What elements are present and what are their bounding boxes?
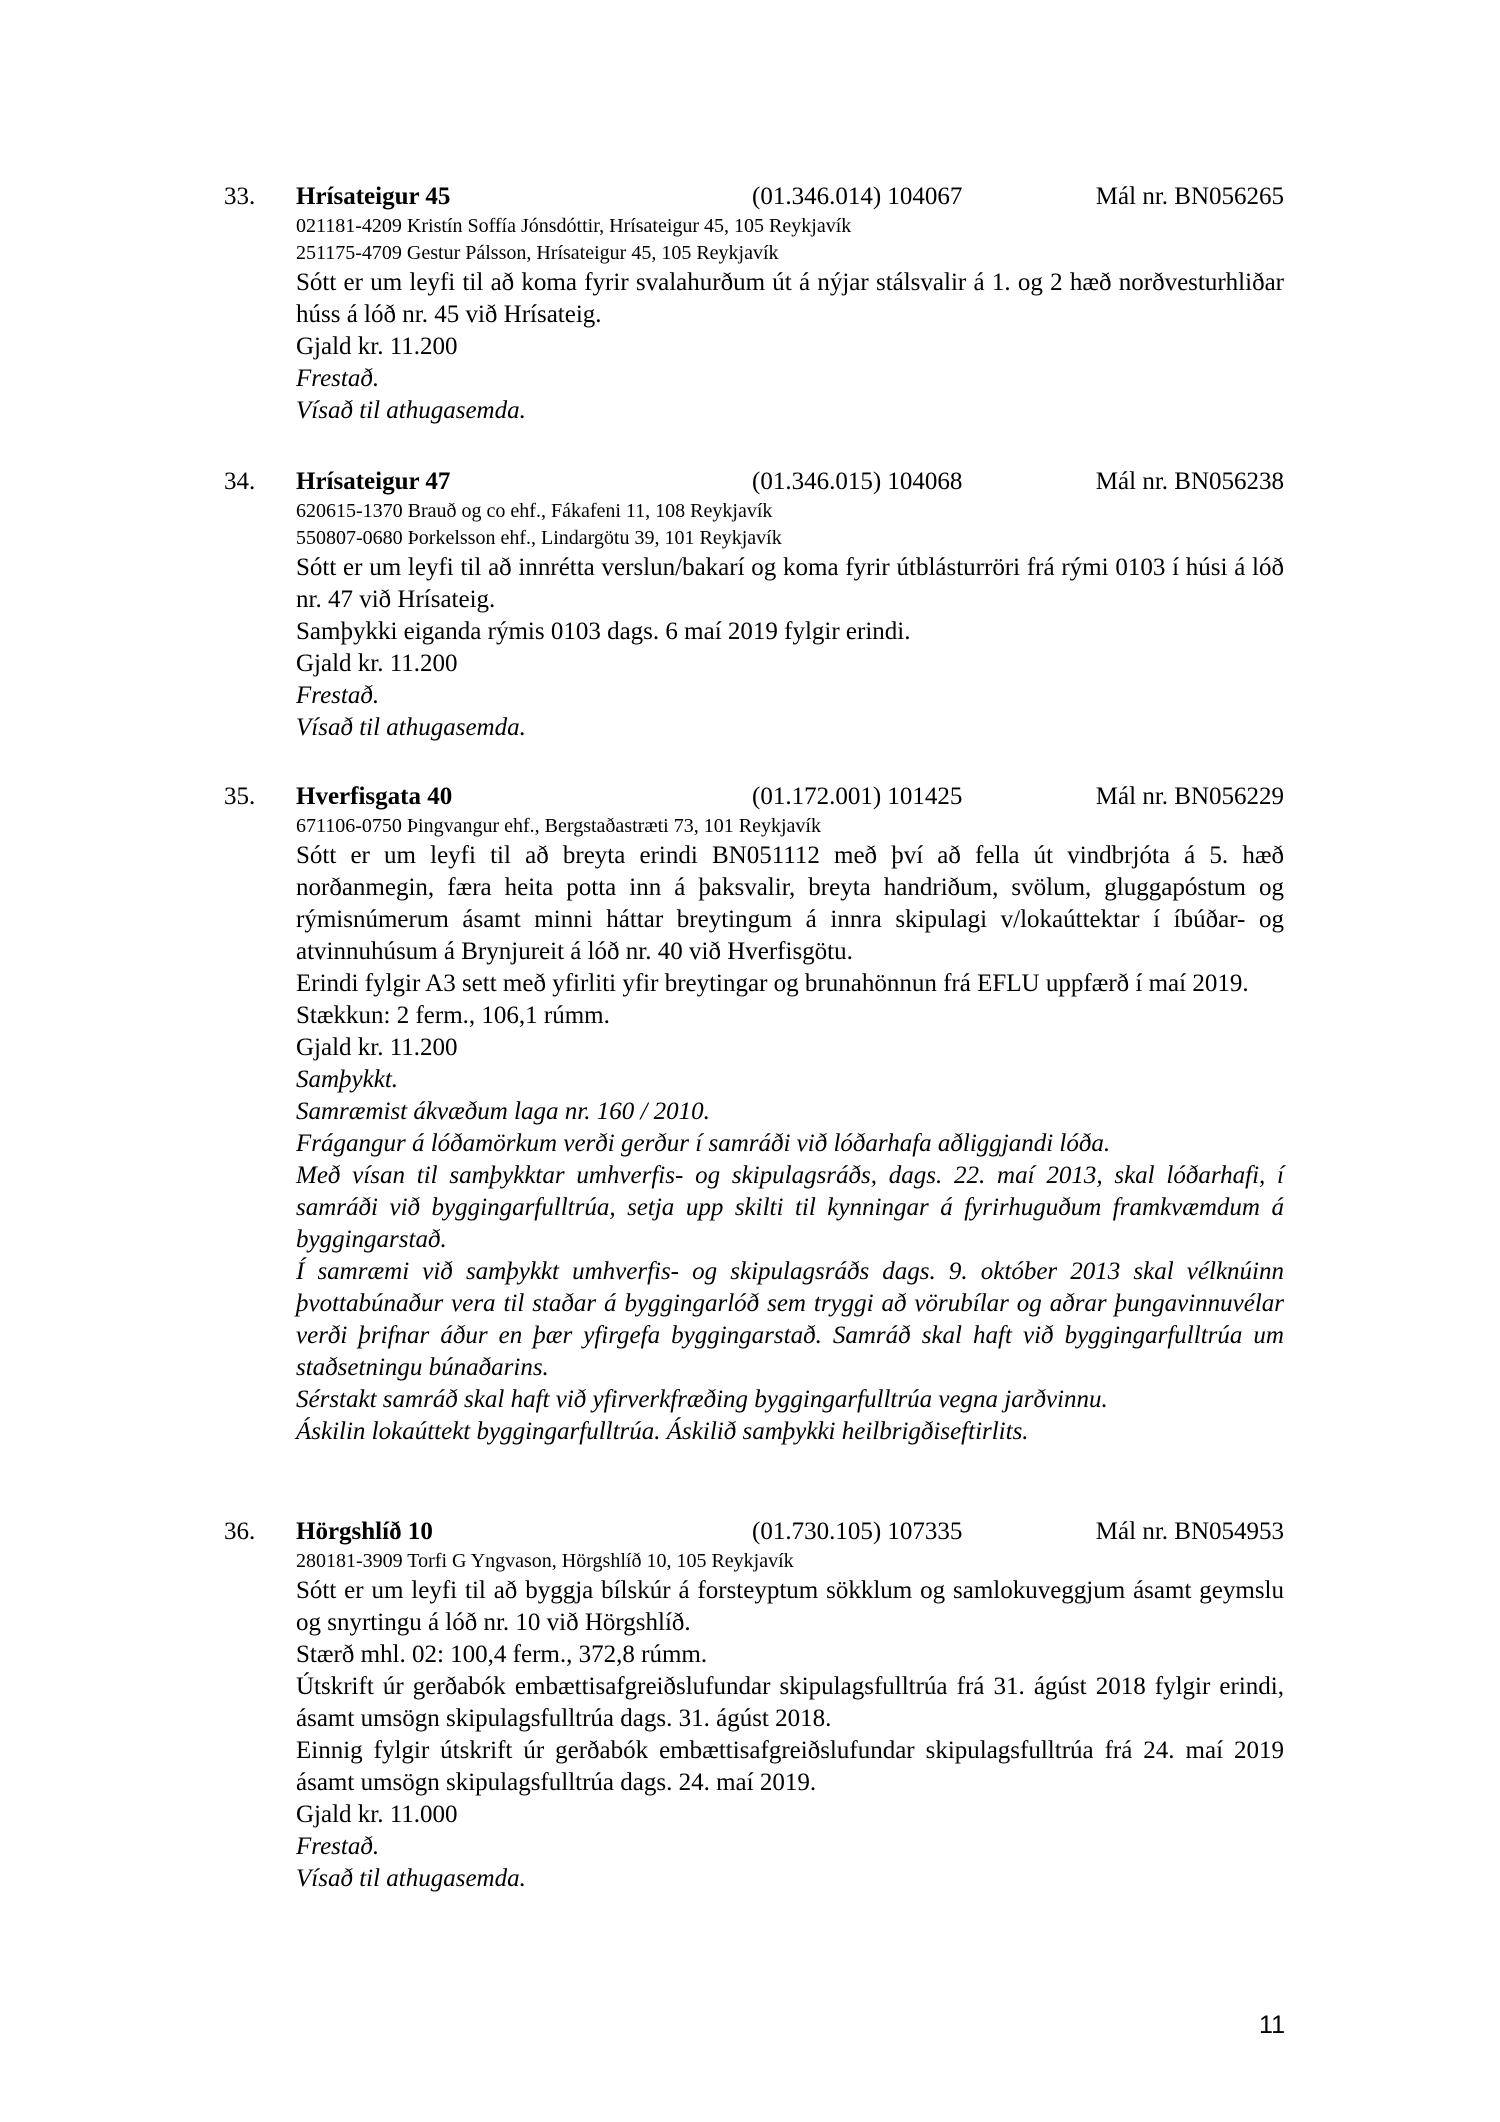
entry-street: Hverfisgata 40 xyxy=(296,783,453,810)
entry-paragraph: Sótt er um leyfi til að breyta erindi BN051112 með því að fella út vindbrjóta á 5. hæð norðanmegin, færa heita potta inn á þaksvalir, breyta handriðum, svölum, gluggapóstum og rýmisnúmerum ásamt minni háttar breytingum á innra skipulagi v/lokaúttektar í íbúðar- og atvinnuhúsum á Brynjureit á lóð nr. 40 við Hverfisgötu. xyxy=(296,842,1284,965)
entry-number: 33. xyxy=(224,183,256,210)
applicant: 280181-3909 Torfi G Yngvason, Hörgshlíð 10, 105 Reykjavík xyxy=(296,1550,794,1572)
entry-body xyxy=(296,213,1284,427)
entry-decision: Vísað til athugasemda. xyxy=(296,714,526,741)
entry-decision: Með vísan til samþykktar umhverfis- og skipulagsráðs, dags. 22. maí 2013, skal lóðarhafi, í samráði við byggingarfulltrúa, setja upp skilti til kynningar á fyrirhuguðum framkvæmdum á byggingarstað. xyxy=(296,1162,1284,1253)
entry-body xyxy=(296,1548,1284,1895)
applicant: 251175-4709 Gestur Pálsson, Hrísateigur 45, 105 Reykjavík xyxy=(296,242,779,264)
entry-decision: Vísað til athugasemda. xyxy=(296,1865,526,1892)
entry-decision: Frágangur á lóðamörkum verði gerður í samráði við lóðarhafa aðliggjandi lóða. xyxy=(296,1130,1111,1157)
entry-number: 36. xyxy=(224,1518,256,1545)
entry-land-id: (01.346.014) 104067 xyxy=(752,183,963,210)
entry-body xyxy=(296,498,1284,744)
applicant: 021181-4209 Kristín Soffía Jónsdóttir, Hrísateigur 45, 105 Reykjavík xyxy=(296,215,852,237)
entry-paragraph: Samþykki eiganda rýmis 0103 dags. 6 maí 2019 fylgir erindi. xyxy=(296,618,911,645)
case-entry xyxy=(224,1515,1284,1895)
entry-decision: Frestað. xyxy=(296,365,380,392)
entry-decision: Vísað til athugasemda. xyxy=(296,397,526,424)
entry-fee: Gjald kr. 11.200 xyxy=(296,650,458,677)
entry-size: Stærð mhl. 02: 100,4 ferm., 372,8 rúmm. xyxy=(296,1641,708,1668)
entry-case-number: Mál nr. BN056265 xyxy=(1095,183,1284,210)
entry-land-id: (01.730.105) 107335 xyxy=(752,1518,963,1545)
entry-street: Hrísateigur 45 xyxy=(296,183,451,210)
entry-paragraph: Útskrift úr gerðabók embættisafgreiðslufundar skipulagsfulltrúa frá 31. ágúst 2018 fylgir erindi, ásamt umsögn skipulagsfulltrúa dags. 31. ágúst 2018. xyxy=(296,1673,1284,1732)
entry-land-id: (01.172.001) 101425 xyxy=(752,783,963,810)
case-entry xyxy=(224,180,1284,427)
entry-fee: Gjald kr. 11.200 xyxy=(296,1034,458,1061)
entry-header xyxy=(224,465,1284,498)
entry-paragraph: Sótt er um leyfi til að koma fyrir svalahurðum út á nýjar stálsvalir á 1. og 2 hæð norðvesturhliðar húss á lóð nr. 45 við Hrísateig. xyxy=(296,269,1284,328)
entry-fee: Gjald kr. 11.000 xyxy=(296,1801,458,1828)
case-entry xyxy=(224,465,1284,744)
entry-decision: Áskilin lokaúttekt byggingarfulltrúa. Áskilið samþykki heilbrigðiseftirlits. xyxy=(296,1418,1029,1445)
applicant: 550807-0680 Þorkelsson ehf., Lindargötu 39, 101 Reykjavík xyxy=(296,527,782,549)
entry-paragraph: Sótt er um leyfi til að innrétta verslun/bakarí og koma fyrir útblásturröri frá rými 0103 í húsi á lóð nr. 47 við Hrísateig. xyxy=(296,554,1284,613)
entry-paragraph: Erindi fylgir A3 sett með yfirliti yfir breytingar og brunahönnun frá EFLU uppfærð í maí 2019. xyxy=(296,970,1249,997)
entry-case-number: Mál nr. BN056229 xyxy=(1095,783,1284,810)
page-number: 11 xyxy=(1259,2011,1285,2039)
entry-paragraph: Einnig fylgir útskrift úr gerðabók embættisafgreiðslufundar skipulagsfulltrúa frá 24. maí 2019 ásamt umsögn skipulagsfulltrúa dags. 24. maí 2019. xyxy=(296,1737,1284,1796)
entry-number: 34. xyxy=(224,468,256,495)
entry-decision: Sérstakt samráð skal haft við yfirverkfræðing byggingarfulltrúa vegna jarðvinnu. xyxy=(296,1386,1108,1413)
entry-case-number: Mál nr. BN054953 xyxy=(1095,1518,1284,1545)
entry-street: Hörgshlíð 10 xyxy=(296,1518,433,1545)
entry-decision: Í samræmi við samþykkt umhverfis- og skipulagsráðs dags. 9. október 2013 skal vélknúinn þvottabúnaður vera til staðar á byggingarlóð sem tryggi að vörubílar og aðrar þungavinnuvélar verði þrifnar áður en þær yfirgefa byggingarstað. Samráð skal haft við byggingarfulltrúa um staðsetningu búnaðarins. xyxy=(296,1258,1284,1381)
entry-header xyxy=(224,1515,1284,1548)
entry-size: Stækkun: 2 ferm., 106,1 rúmm. xyxy=(296,1002,610,1029)
entry-header xyxy=(224,180,1284,213)
entry-paragraph: Sótt er um leyfi til að byggja bílskúr á forsteyptum sökklum og samlokuveggjum ásamt geymslu og snyrtingu á lóð nr. 10 við Hörgshlíð. xyxy=(296,1577,1284,1636)
entry-case-number: Mál nr. BN056238 xyxy=(1095,468,1284,495)
entry-body xyxy=(296,813,1284,1448)
entry-land-id: (01.346.015) 104068 xyxy=(752,468,963,495)
case-entry xyxy=(224,780,1284,1448)
entry-street: Hrísateigur 47 xyxy=(296,468,451,495)
entry-decision: Frestað. xyxy=(296,682,380,709)
entry-decision: Frestað. xyxy=(296,1833,380,1860)
applicant: 620615-1370 Brauð og co ehf., Fákafeni 11, 108 Reykjavík xyxy=(296,500,773,522)
applicant: 671106-0750 Þingvangur ehf., Bergstaðastræti 73, 101 Reykjavík xyxy=(296,815,821,837)
entry-header xyxy=(224,780,1284,813)
entry-decision: Samræmist ákvæðum laga nr. 160 / 2010. xyxy=(296,1098,710,1125)
entry-fee: Gjald kr. 11.200 xyxy=(296,333,458,360)
entry-decision: Samþykkt. xyxy=(296,1066,399,1093)
entry-number: 35. xyxy=(224,783,256,810)
